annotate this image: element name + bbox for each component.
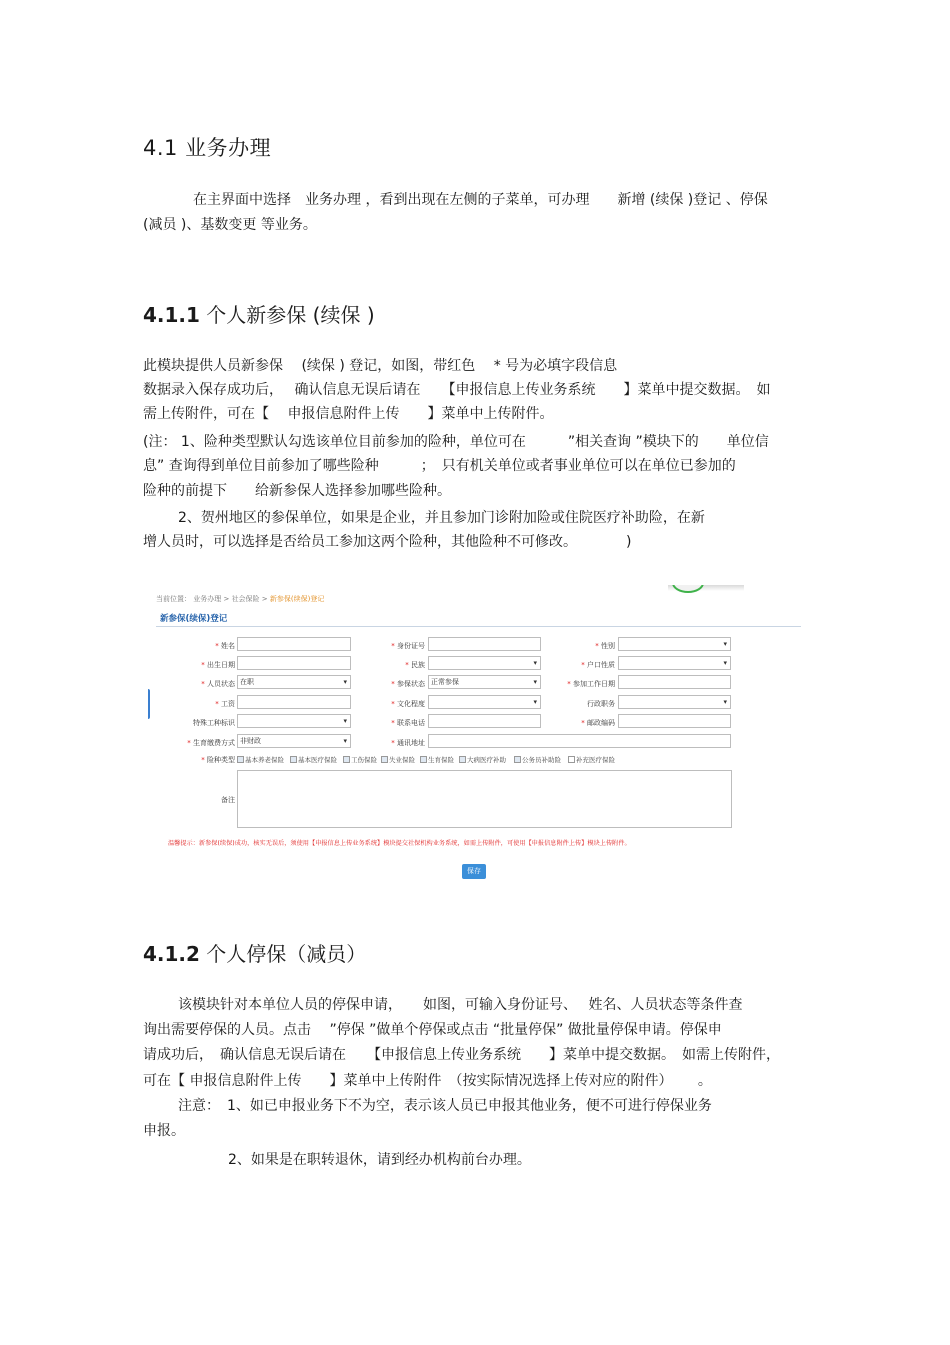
- insurance-checkbox[interactable]: [568, 755, 615, 764]
- required-mark: *: [201, 661, 205, 669]
- insurance-checkbox[interactable]: [290, 755, 337, 764]
- required-mark: *: [391, 642, 395, 650]
- required-mark: *: [391, 700, 395, 708]
- breadcrumb-prefix: 当前位置：: [156, 595, 191, 603]
- label-childcare-payment: * 生育缴费方式: [187, 739, 235, 747]
- label-phone: * 联系电话: [391, 719, 425, 727]
- remark-textarea[interactable]: [237, 770, 732, 828]
- breadcrumb-current: 新参保(续保)登记: [269, 595, 325, 603]
- label-id-number: * 身份证号: [391, 642, 425, 650]
- checkbox-icon: [343, 756, 350, 763]
- paragraph-line: 需上传附件，可在【 申报信息附件上传 】菜单中上传附件。: [143, 406, 554, 422]
- paragraph-line: 申报。: [143, 1123, 185, 1139]
- heading-number: 4.1.2: [143, 942, 200, 966]
- gender-select[interactable]: [618, 637, 731, 651]
- insurance-checkbox[interactable]: [381, 755, 415, 764]
- breadcrumb-separator: >: [223, 595, 232, 603]
- label-insure-status: * 参保状态: [391, 680, 425, 688]
- address-input[interactable]: [428, 734, 731, 748]
- section-heading-4-1-1: [143, 299, 375, 328]
- save-button[interactable]: 保存: [462, 864, 486, 879]
- label-name: * 姓名: [215, 642, 235, 650]
- required-mark: *: [581, 661, 585, 669]
- breadcrumb-item[interactable]: 社会保险: [231, 595, 260, 603]
- checkbox-icon: [459, 756, 466, 763]
- checkbox-icon: [420, 756, 427, 763]
- checkbox-label: 补充医疗保险: [576, 756, 615, 764]
- paragraph-line: 可在【 申报信息附件上传 】菜单中上传附件 （按实际情况选择上传对应的附件） 。: [143, 1073, 712, 1089]
- required-mark: *: [595, 642, 599, 650]
- label-ethnic: * 民族: [405, 661, 425, 669]
- paragraph-line: 2、如果是在职转退休，请到经办机构前台办理。: [228, 1152, 531, 1168]
- checkbox-label: 基本养老保险: [245, 756, 284, 764]
- label-person-status: * 人员状态: [201, 680, 235, 688]
- insurance-checkbox[interactable]: [514, 755, 561, 764]
- paragraph-line: 2、贺州地区的参保单位，如果是企业，并且参加门诊附加险或住院医疗补助险，在新: [178, 510, 705, 526]
- label-birth-date: * 出生日期: [201, 661, 235, 669]
- divider: [156, 626, 801, 627]
- paragraph-line: (注： 1、险种类型默认勾选该单位目前参加的险种，单位可在 ”相关查询 ”模块下的 单位信: [143, 434, 769, 450]
- wage-input[interactable]: [237, 695, 351, 709]
- required-mark: *: [201, 756, 205, 764]
- childcare-payment-select[interactable]: 非财政 ▾: [237, 734, 351, 748]
- insurance-checkbox[interactable]: [420, 755, 454, 764]
- section-heading-4-1: 4.1 业务办理: [143, 136, 272, 160]
- checkbox-label: 失业保险: [389, 756, 415, 764]
- id-number-input[interactable]: [428, 637, 541, 651]
- name-input[interactable]: [237, 637, 351, 651]
- required-mark: *: [581, 719, 585, 727]
- paragraph-line: 在主界面中选择 业务办理 ，看到出现在左侧的子菜单，可办理 新增 (续保 )登记 、停保: [193, 192, 768, 208]
- required-mark: *: [405, 661, 409, 669]
- admin-post-select[interactable]: [618, 695, 731, 709]
- label-work-date: * 参加工作日期: [567, 680, 615, 688]
- special-job-select[interactable]: [237, 714, 351, 728]
- checkbox-icon: [237, 756, 244, 763]
- breadcrumb-separator: >: [261, 595, 270, 603]
- insure-status-select[interactable]: 正常参保 ▾: [428, 675, 541, 689]
- checkbox-label: 工伤保险: [351, 756, 377, 764]
- required-mark: *: [215, 642, 219, 650]
- section-heading-4-1-2: [143, 938, 366, 967]
- heading-number: 4.1.1: [143, 303, 200, 327]
- checkbox-icon: [381, 756, 388, 763]
- form-title: 新参保(续保)登记: [160, 614, 228, 624]
- paragraph-line: 险种的前提下 给新参保人选择参加哪些险种。: [143, 483, 451, 499]
- required-mark: *: [391, 739, 395, 747]
- paragraph-line: 注意： 1、如已申报业务下不为空，表示该人员已申报其他业务，便不可进行停保业务: [178, 1098, 712, 1114]
- checkbox-label: 基本医疗保险: [298, 756, 337, 764]
- form-screenshot: [148, 585, 808, 883]
- paragraph-line: 该模块针对本单位人员的停保申请， 如图，可输入身份证号、 姓名、人员状态等条件查: [178, 997, 743, 1013]
- required-mark: *: [215, 700, 219, 708]
- person-status-select[interactable]: 在职 ▾: [237, 675, 351, 689]
- label-gender: * 性别: [595, 642, 615, 650]
- required-mark: *: [391, 719, 395, 727]
- checkbox-icon: [514, 756, 521, 763]
- checkbox-icon: [290, 756, 297, 763]
- required-mark: *: [567, 680, 571, 688]
- label-insurance-type: * 险种类型: [201, 756, 235, 764]
- education-select[interactable]: [428, 695, 541, 709]
- phone-input[interactable]: [428, 714, 541, 728]
- checkbox-label: 生育保险: [428, 756, 454, 764]
- heading-text: 个人新参保 (续保 ): [199, 303, 375, 327]
- breadcrumb: [156, 594, 324, 604]
- checkbox-label: 大病医疗补助: [467, 756, 506, 764]
- paragraph-line: (减员 )、基数变更 等业务。: [143, 217, 317, 233]
- side-tab-handle[interactable]: [148, 689, 150, 719]
- paragraph-line: 询出需要停保的人员。点击 ”停保 ”做单个停保或点击 “批量停保” 做批量停保申请。停保申: [143, 1022, 722, 1038]
- checkbox-label: 公务员补助险: [522, 756, 561, 764]
- work-date-input[interactable]: [618, 675, 731, 689]
- label-address: * 通讯地址: [391, 739, 425, 747]
- breadcrumb-item[interactable]: 业务办理: [193, 595, 222, 603]
- postcode-input[interactable]: [618, 714, 731, 728]
- warm-tip: 温馨提示：新参保(续保)成功，核实无误后，须使用【申报信息上传业务系统】模块提交社保机构业务系统，如需上传附件，可使用【申报信息附件上传】模块上传附件。: [168, 840, 631, 847]
- label-hukou: * 户口性质: [581, 661, 615, 669]
- label-admin-post: 行政职务: [587, 700, 615, 708]
- floating-button-icon: [672, 585, 704, 593]
- hukou-select[interactable]: [618, 656, 731, 670]
- insurance-checkbox[interactable]: [237, 755, 284, 764]
- required-mark: *: [187, 739, 191, 747]
- label-remark: 备注: [221, 796, 235, 804]
- label-special-job: 特殊工种标识: [193, 719, 235, 727]
- checkbox-icon: [568, 756, 575, 763]
- required-mark: *: [201, 680, 205, 688]
- paragraph-line: 数据录入保存成功后， 确认信息无误后请在 【申报信息上传业务系统 】菜单中提交数据。 如: [143, 382, 771, 398]
- paragraph-line: 请成功后， 确认信息无误后请在 【申报信息上传业务系统 】菜单中提交数据。 如需上传附件，: [143, 1047, 780, 1063]
- insurance-checkbox[interactable]: [459, 755, 506, 764]
- ethnic-select[interactable]: [428, 656, 541, 670]
- required-mark: *: [391, 680, 395, 688]
- birth-date-input[interactable]: [237, 656, 351, 670]
- paragraph-line: 此模块提供人员新参保 (续保 ) 登记，如图，带红色 * 号为必填字段信息: [143, 358, 618, 374]
- label-education: * 文化程度: [391, 700, 425, 708]
- label-postcode: * 邮政编码: [581, 719, 615, 727]
- label-wage: * 工资: [215, 700, 235, 708]
- insurance-checkbox[interactable]: [343, 755, 377, 764]
- paragraph-line: 息” 查询得到单位目前参加了哪些险种 ； 只有机关单位或者事业单位可以在单位已参加的: [143, 458, 736, 474]
- paragraph-line: 增人员时，可以选择是否给员工参加这两个险种，其他险种不可修改。 ): [143, 534, 632, 550]
- heading-text: 个人停保（减员）: [199, 942, 367, 966]
